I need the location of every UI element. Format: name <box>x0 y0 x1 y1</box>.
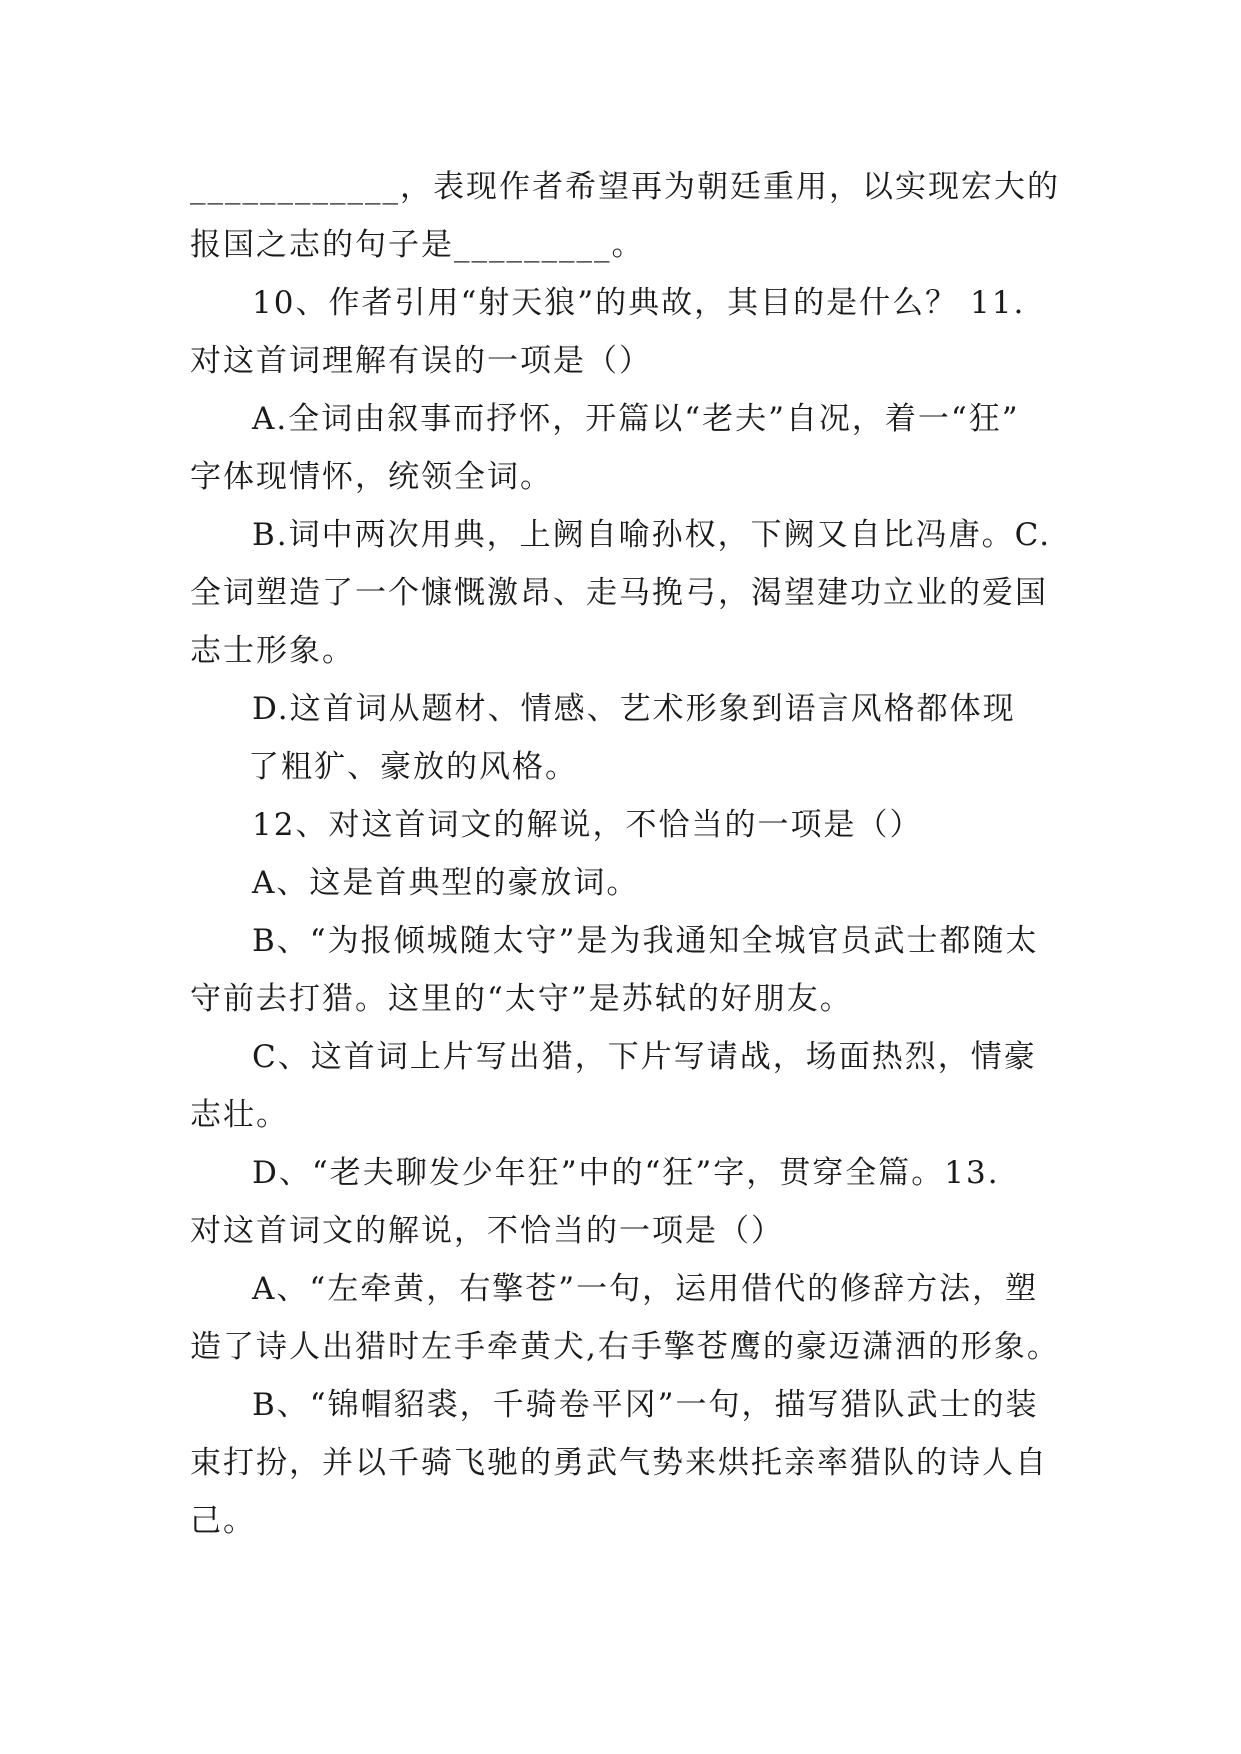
text-line: 束打扮，并以千骑飞驰的勇武气势来烘托亲率猎队的诗人自 <box>190 1445 1048 1481</box>
option-c-line: C、这首词上片写出猎，下片写请战，场面热烈，情豪 <box>252 1039 1037 1075</box>
option-d-line: D.这首词从题材、情感、艺术形象到语言风格都体现 <box>252 691 1016 727</box>
text-line: 字体现情怀，统领全词。 <box>190 459 553 495</box>
question-11-line: 对这首词理解有误的一项是（） <box>190 343 652 379</box>
option-b-line: B.词中两次用典，上阙自喻孙权，下阙又自比冯唐。C. <box>252 517 1052 553</box>
option-a-line: A、这是首典型的豪放词。 <box>252 865 640 901</box>
text-line: 报国之志的句子是_________。 <box>190 227 645 263</box>
text-line: 守前去打猎。这里的“太守”是苏轼的好朋友。 <box>190 981 853 1017</box>
document-body <box>190 158 1070 1550</box>
text-line: 志士形象。 <box>190 633 355 669</box>
text-line: 造了诗人出猎时左手牵黄犬,右手擎苍鹰的豪迈潇洒的形象。 <box>190 1329 1060 1365</box>
text-line: 志壮。 <box>190 1097 289 1133</box>
question-10-line: 10、作者引用“射天狼”的典故，其目的是什么？ 11. <box>252 285 1026 321</box>
option-b-line: B、“为报倾城随太守”是为我通知全城官员武士都随太 <box>252 923 1039 959</box>
question-13-line: 对这首词文的解说，不恰当的一项是（） <box>190 1213 784 1249</box>
text-line: 己。 <box>190 1503 256 1539</box>
option-b-line: B、“锦帽貂裘，千骑卷平冈”一句，描写猎队武士的装 <box>252 1387 1039 1423</box>
question-12-line: 12、对这首词文的解说，不恰当的一项是（） <box>252 807 923 843</box>
option-a-line: A.全词由叙事而抒怀，开篇以“老夫”自况，着一“狂” <box>252 401 1020 437</box>
option-c-line: 全词塑造了一个慷慨激昂、走马挽弓，渴望建功立业的爱国 <box>190 575 1048 611</box>
option-a-line: A、“左牵黄，右擎苍”一句，运用借代的修辞方法，塑 <box>252 1271 1039 1307</box>
text-line: 了粗犷、豪放的风格。 <box>248 749 578 785</box>
text-line: ____________，表现作者希望再为朝廷重用，以实现宏大的 <box>190 169 1060 205</box>
option-d-line: D、“老夫聊发少年狂”中的“狂”字，贯穿全篇。13. <box>252 1155 1000 1191</box>
